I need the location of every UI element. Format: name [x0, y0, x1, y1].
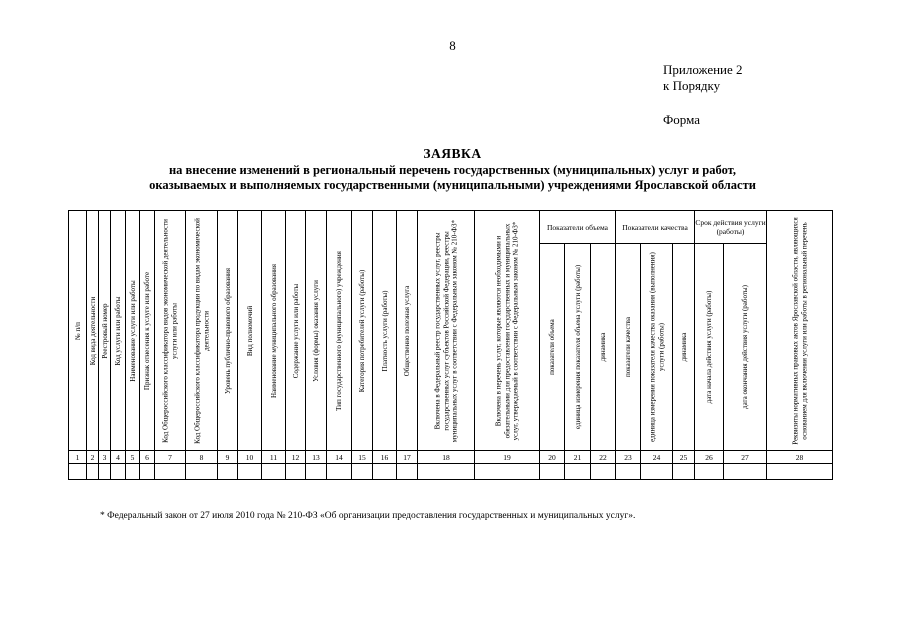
empty-cell[interactable] [327, 464, 352, 480]
column-number: 9 [218, 451, 238, 464]
column-number: 4 [111, 451, 126, 464]
col-header-label: № п/п [73, 321, 82, 340]
col-header-label: дата начала действия услуги (работы) [704, 290, 713, 404]
col-header [306, 211, 327, 451]
column-number: 27 [724, 451, 767, 464]
column-number: 3 [99, 451, 111, 464]
col-header [591, 244, 616, 451]
column-number: 11 [262, 451, 286, 464]
col-header [641, 244, 673, 451]
column-number: 13 [306, 451, 327, 464]
column-number: 28 [767, 451, 833, 464]
col-header-label: Платность услуги (работы) [380, 289, 389, 372]
col-header [673, 244, 695, 451]
col-header-label: Содержание услуги или работы [291, 283, 300, 378]
empty-cell[interactable] [418, 464, 475, 480]
col-header-label: Код вида деятельности [88, 296, 97, 365]
col-header-label: Категория потребителей услуги (работы) [357, 269, 366, 392]
col-header-label: показатели качества [623, 317, 632, 377]
appendix-line-1: Приложение 2 [663, 62, 743, 77]
column-number: 14 [327, 451, 352, 464]
col-header [186, 211, 218, 451]
col-header [111, 211, 126, 451]
empty-cell[interactable] [186, 464, 218, 480]
empty-cell[interactable] [673, 464, 695, 480]
col-header-label: Тип государственного (муниципального) учреждения [334, 250, 343, 411]
column-number: 22 [591, 451, 616, 464]
footnote: * Федеральный закон от 27 июля 2010 года № 210-ФЗ «Об организации предоставления государственных и муниципальных услуг». [100, 511, 636, 521]
empty-cell[interactable] [475, 464, 540, 480]
empty-cell[interactable] [69, 464, 87, 480]
col-header-label: Признак отнесения к услуге или работе [142, 271, 151, 390]
col-header [475, 211, 540, 451]
empty-cell[interactable] [238, 464, 262, 480]
empty-cell[interactable] [126, 464, 140, 480]
col-header-label: Уровень публично-правового образования [223, 267, 232, 394]
col-header-label: Код услуги или работы [113, 296, 122, 365]
col-header [695, 244, 724, 451]
column-number: 20 [540, 451, 565, 464]
col-header-label: Наименование услуги или работы [128, 279, 137, 382]
col-header-label: Включена в перечень услуг, которые являются необходимыми и обязательными для предоставления государственных и муниципальных услуг, утверждаемый в соответствии с Федеральным законом № 210-ФЗ* [494, 221, 520, 440]
col-header-label: единица измерения показателя качества оказания (выполнения) услуги (работы) [648, 252, 665, 442]
page-number: 8 [449, 38, 456, 53]
column-number: 19 [475, 451, 540, 464]
subtitle-line-2: оказываемых и выполняемых государственными (муниципальными) учреждениями Ярославской области [149, 178, 756, 192]
empty-cell[interactable] [352, 464, 373, 480]
col-header [140, 211, 155, 451]
column-number: 24 [641, 451, 673, 464]
col-header [767, 211, 833, 451]
col-header-label: динамика [598, 332, 607, 362]
appendix-note [663, 62, 743, 94]
column-number: 6 [140, 451, 155, 464]
col-header-label: Код Общероссийского классификатора продукции по видам экономической деятельности [193, 217, 210, 444]
subtitle-line-1: на внесение изменений в региональный перечень государственных (муниципальных) услуг и работ, [168, 163, 737, 177]
col-header-label: Общественно полезная услуга [402, 285, 411, 376]
column-number: 16 [373, 451, 397, 464]
empty-cell[interactable] [87, 464, 99, 480]
col-header [262, 211, 286, 451]
col-header [126, 211, 140, 451]
empty-cell[interactable] [591, 464, 616, 480]
col-header [286, 211, 306, 451]
group-header-period: Срок действия услуги (работы) [695, 211, 767, 244]
empty-cell[interactable] [695, 464, 724, 480]
col-header [724, 244, 767, 451]
column-number: 25 [673, 451, 695, 464]
column-number: 1 [69, 451, 87, 464]
col-header-label: дата окончания действия услуги (работы) [740, 285, 749, 409]
column-number: 18 [418, 451, 475, 464]
empty-cell[interactable] [140, 464, 155, 480]
col-header [373, 211, 397, 451]
column-number: 8 [186, 451, 218, 464]
empty-cell[interactable] [111, 464, 126, 480]
column-number: 12 [286, 451, 306, 464]
col-header [327, 211, 352, 451]
empty-cell[interactable] [262, 464, 286, 480]
column-number: 7 [155, 451, 186, 464]
column-number: 5 [126, 451, 140, 464]
col-header [397, 211, 418, 451]
col-header [69, 211, 87, 451]
col-header [99, 211, 111, 451]
column-number: 23 [616, 451, 641, 464]
col-header [155, 211, 186, 451]
col-header [238, 211, 262, 451]
empty-cell[interactable] [724, 464, 767, 480]
col-header [87, 211, 99, 451]
col-header [352, 211, 373, 451]
document-title: ЗАЯВКА [423, 146, 482, 161]
empty-cell[interactable] [99, 464, 111, 480]
empty-cell[interactable] [373, 464, 397, 480]
col-header-label: динамика [679, 332, 688, 362]
col-header-label: Вид полномочий [245, 305, 254, 356]
column-number: 17 [397, 451, 418, 464]
empty-cell[interactable] [641, 464, 673, 480]
col-header [218, 211, 238, 451]
col-header-label: Реестровый номер [100, 302, 109, 359]
empty-cell[interactable] [286, 464, 306, 480]
col-header-label: Условия (формы) оказания услуги [311, 279, 320, 382]
empty-entry-row [69, 464, 833, 480]
col-header [540, 244, 565, 451]
group-header-quality: Показатели качества [616, 211, 695, 244]
col-header-label: единица измерения показателя объема услуги (работы) [573, 264, 582, 430]
col-header [616, 244, 641, 451]
empty-cell[interactable] [540, 464, 565, 480]
application-table [68, 210, 833, 480]
empty-cell[interactable] [306, 464, 327, 480]
column-number: 2 [87, 451, 99, 464]
empty-cell[interactable] [767, 464, 833, 480]
empty-cell[interactable] [565, 464, 591, 480]
col-header [418, 211, 475, 451]
group-header-volume: Показатели объема [540, 211, 616, 244]
empty-cell[interactable] [218, 464, 238, 480]
column-number: 21 [565, 451, 591, 464]
col-header-label: Включена в Федеральный реестр государственных услуг, реестры государственных услуг субъектов Российской Федерации, реестры муниципальных услуг в соответствии с Федеральным законом № 210-ФЗ* [433, 219, 459, 442]
col-header-label: Наименование муниципального образования [269, 263, 278, 398]
appendix-line-2: к Порядку [663, 78, 721, 93]
column-number: 15 [352, 451, 373, 464]
col-header-label: Код Общероссийского классификатора видов экономической деятельности услуги или работы [161, 218, 178, 443]
column-number-row [69, 451, 833, 464]
column-number: 10 [238, 451, 262, 464]
empty-cell[interactable] [397, 464, 418, 480]
empty-cell[interactable] [155, 464, 186, 480]
col-header [565, 244, 591, 451]
col-header-label: Реквизиты нормативных правовых актов Ярославской области, являющихся основанием для включения услуги или работы в региональный перечень [791, 216, 808, 445]
form-label: Форма [663, 112, 700, 127]
document-subtitle [60, 163, 845, 193]
col-header-label: показатели объема [547, 319, 556, 375]
empty-cell[interactable] [616, 464, 641, 480]
column-number: 26 [695, 451, 724, 464]
